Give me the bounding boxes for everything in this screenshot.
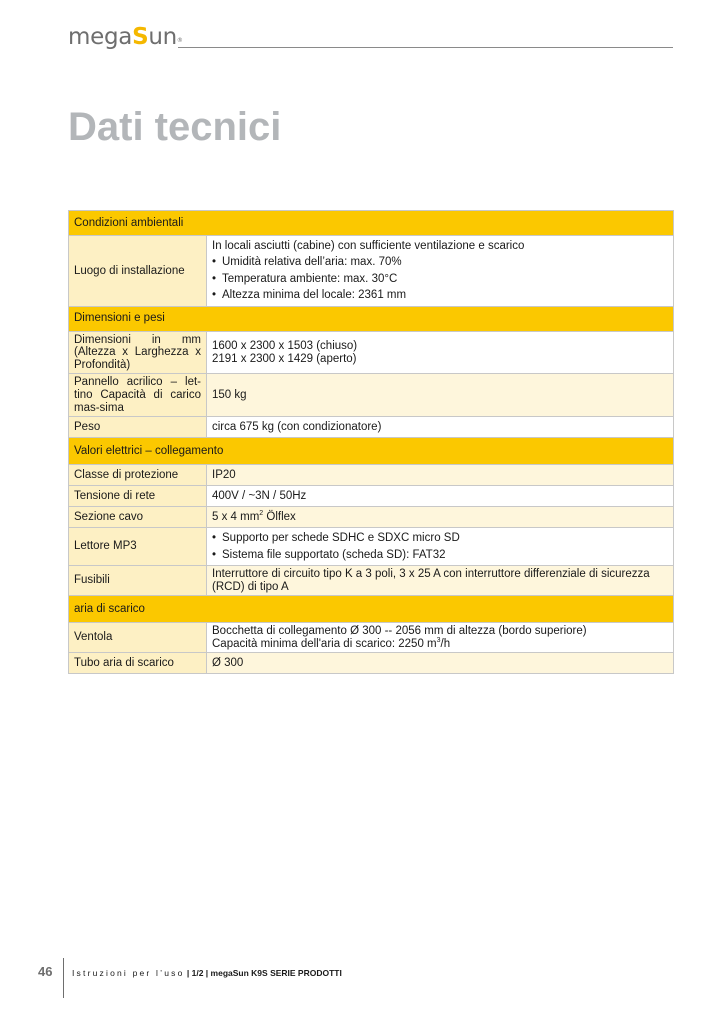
row-label: Tubo aria di scarico (69, 653, 207, 674)
footer-info: | 1/2 | megaSun K9S SERIE PRODOTTI (186, 968, 342, 978)
table-row (69, 566, 674, 596)
section-title: Valori elettrici – collegamento (69, 438, 674, 465)
logo-registered-mark: ® (176, 37, 183, 44)
row-value: Interruttore di circuito tipo K a 3 poli, 3 x 25 A con interruttore differenziale di sicurezza (RCD) di tipo A (207, 566, 674, 596)
value-text: /h (440, 637, 451, 650)
table-row (69, 236, 674, 307)
value-text: Capacità minima dell'aria di scarico: 2250 m (212, 637, 437, 650)
row-label: Lettore MP3 (69, 528, 207, 566)
list-item: • Sistema file supportato (scheda SD): FAT32 (212, 547, 668, 563)
value-line: In locali asciutti (cabine) con sufficiente ventilazione e scarico (212, 240, 525, 252)
row-label: Peso (69, 417, 207, 438)
header-rule (178, 47, 673, 48)
table-row (69, 653, 674, 674)
row-label (69, 374, 207, 417)
table-row (69, 486, 674, 507)
section-row-elettrici (69, 438, 674, 465)
logo-text-s: S (132, 24, 149, 50)
value-line: Bocchetta di collegamento Ø 300 -- 2056 mm di altezza (bordo superiore) (212, 625, 587, 638)
logo-text-mega: mega (68, 24, 133, 50)
section-title: aria di scarico (69, 596, 674, 623)
row-label: Luogo di installazione (69, 236, 207, 307)
row-value (207, 236, 674, 307)
row-value: Ø 300 (207, 653, 674, 674)
value-line (212, 638, 668, 651)
row-value: IP20 (207, 465, 674, 486)
list-item: • Supporto per schede SDHC e SDXC micro SD (212, 530, 668, 546)
section-title: Condizioni ambientali (69, 211, 674, 236)
section-row-ambientali (69, 211, 674, 236)
label-line: Pannello acrilico – let-tino (74, 376, 201, 401)
table-row (69, 417, 674, 438)
row-label: Dimensioni in mm (Altezza x Larghezza x Profondità) (69, 331, 207, 374)
table-row (69, 507, 674, 528)
value-line: 2191 x 2300 x 1429 (aperto) (212, 352, 357, 365)
row-value: circa 675 kg (con condizionatore) (207, 417, 674, 438)
brand-logo (68, 22, 183, 52)
footer-manual: Istruzioni per l’uso (72, 968, 185, 978)
footer-text (72, 968, 342, 978)
list-item: • Altezza minima del locale: 2361 mm (212, 287, 668, 303)
row-value: 150 kg (207, 374, 674, 417)
row-label: Fusibili (69, 566, 207, 596)
logo-text-un: un (148, 24, 177, 50)
row-value (207, 507, 674, 528)
technical-data-table (68, 210, 674, 674)
page-title: Dati tecnici (68, 105, 282, 149)
section-row-scarico (69, 596, 674, 623)
table-row (69, 331, 674, 374)
value-line: 1600 x 2300 x 1503 (chiuso) (212, 339, 358, 352)
section-row-dimensioni (69, 306, 674, 331)
table-row (69, 465, 674, 486)
table-row (69, 374, 674, 417)
row-value (207, 623, 674, 653)
row-label: Classe di protezione (69, 465, 207, 486)
table-row (69, 528, 674, 566)
value-text: 5 x 4 mm (212, 510, 260, 523)
value-superscript: 2 (259, 510, 264, 518)
row-label: Sezione cavo (69, 507, 207, 528)
section-title: Dimensioni e pesi (69, 306, 674, 331)
row-label: Ventola (69, 623, 207, 653)
page-number: 46 (38, 964, 53, 979)
bullet-list (212, 530, 668, 563)
value-text: Ölflex (263, 510, 296, 523)
value-superscript: 3 (436, 636, 441, 644)
row-value: 400V / ~3N / 50Hz (207, 486, 674, 507)
row-value (207, 528, 674, 566)
label-line: Capacità di carico mas-sima (74, 389, 201, 414)
row-label: Tensione di rete (69, 486, 207, 507)
table-row (69, 623, 674, 653)
list-item: • Temperatura ambiente: max. 30°C (212, 271, 668, 287)
footer-divider (63, 958, 64, 998)
row-value (207, 331, 674, 374)
bullet-list (212, 254, 668, 303)
list-item: • Umidità relativa dell’aria: max. 70% (212, 254, 668, 270)
